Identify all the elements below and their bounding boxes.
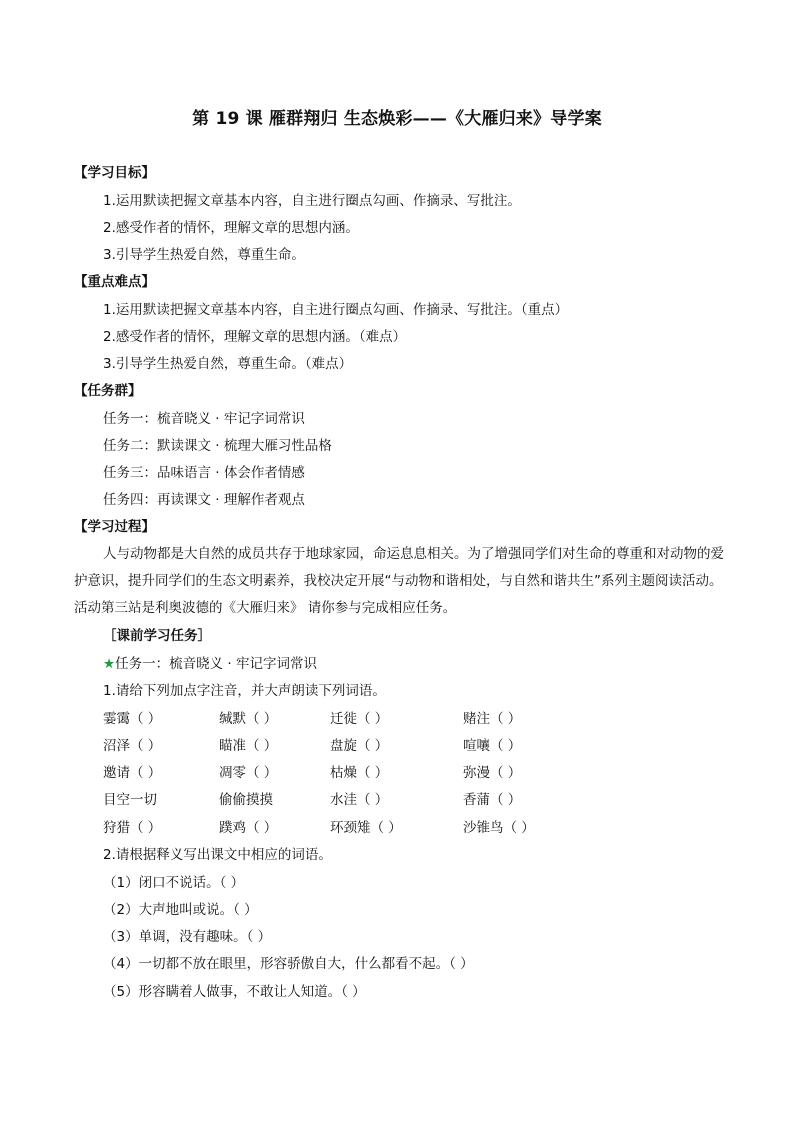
question-1: 1.请给下列加点字注音，并大声朗读下列词语。 xyxy=(103,683,386,699)
definition-item: （4）一切都不放在眼里，形容骄傲自大，什么都看不起。（ ） xyxy=(103,956,474,972)
task-item: 任务三：品味语言 · 体会作者情感 xyxy=(103,465,305,481)
vocab-item: 狩猎（ ） xyxy=(103,820,162,836)
vocab-item: 迁徙（ ） xyxy=(330,711,389,727)
task-item: 任务二：默读课文 · 梳理大雁习性品格 xyxy=(103,438,332,454)
vocab-item: 香蒲（ ） xyxy=(463,792,522,808)
section-heading-process: 【学习过程】 xyxy=(74,519,155,535)
vocab-item: 偷偷摸摸 xyxy=(219,792,273,808)
vocab-item: 瞄准（ ） xyxy=(219,738,278,754)
vocab-item: 水洼（ ） xyxy=(330,792,389,808)
section-heading-key-points: 【重点难点】 xyxy=(74,274,155,290)
goal-item: 3.引导学生热爱自然，尊重生命。 xyxy=(103,247,305,263)
vocab-item: 凋零（ ） xyxy=(219,765,278,781)
intro-paragraph: 人与动物都是大自然的成员共存于地球家园，命运息息相关。为了增强同学们对生命的尊重和对动物的爱护意识，提升同学们的生态文明素养，我校决定开展“与动物和谐相处，与自然和谐共生”系列主题阅读活动。活动第三站是利奥波德的《大雁归来》 请你参与完成相应任务。 xyxy=(74,546,724,616)
page-title: 第 19 课 雁群翔归 生态焕彩——《大雁归来》导学案 xyxy=(192,109,602,129)
star-icon: ★ xyxy=(103,656,116,672)
vocab-item: 邀请（ ） xyxy=(103,765,162,781)
key-point-item: 1.运用默读把握文章基本内容，自主进行圈点勾画、作摘录、写批注。（重点） xyxy=(103,302,569,318)
vocab-item: 目空一切 xyxy=(103,792,157,808)
definition-item: （1）闭口不说话。（ ） xyxy=(103,875,245,891)
vocab-item: 盘旋（ ） xyxy=(330,738,389,754)
vocab-item: 霎霭（ ） xyxy=(103,711,162,727)
vocab-item: 喧嚷（ ） xyxy=(463,738,522,754)
task1-heading xyxy=(103,655,317,673)
task-item: 任务一：梳音晓义 · 牢记字词常识 xyxy=(103,411,305,427)
definition-item: （2）大声地叫或说。（ ） xyxy=(103,902,258,918)
definition-item: （3）单调，没有趣味。（ ） xyxy=(103,929,272,945)
key-point-item: 3.引导学生热爱自然，尊重生命。（难点） xyxy=(103,356,353,372)
vocab-item: 蹼鸡（ ） xyxy=(219,820,278,836)
pre-class-heading: ［课前学习任务］ xyxy=(103,628,211,644)
section-heading-tasks: 【任务群】 xyxy=(74,383,142,399)
vocab-item: 赌注（ ） xyxy=(463,711,522,727)
goal-item: 2.感受作者的情怀，理解文章的思想内涵。 xyxy=(103,220,359,236)
task1-title: 任务一：梳音晓义 · 牢记字词常识 xyxy=(115,656,317,672)
vocab-item: 缄默（ ） xyxy=(219,711,278,727)
vocab-item: 沙锥鸟（ ） xyxy=(463,820,535,836)
definition-item: （5）形容瞒着人做事，不敢让人知道。（ ） xyxy=(103,984,366,1000)
question-2: 2.请根据释义写出课文中相应的词语。 xyxy=(103,847,332,863)
goal-item: 1.运用默读把握文章基本内容，自主进行圈点勾画、作摘录、写批注。 xyxy=(103,193,521,209)
vocab-item: 弥漫（ ） xyxy=(463,765,522,781)
vocab-item: 枯燥（ ） xyxy=(330,765,389,781)
vocab-item: 环颈雉（ ） xyxy=(330,820,402,836)
vocab-item: 沼泽（ ） xyxy=(103,738,162,754)
task-item: 任务四：再读课文 · 理解作者观点 xyxy=(103,492,305,508)
key-point-item: 2.感受作者的情怀，理解文章的思想内涵。（难点） xyxy=(103,329,407,345)
section-heading-goals: 【学习目标】 xyxy=(74,165,155,181)
